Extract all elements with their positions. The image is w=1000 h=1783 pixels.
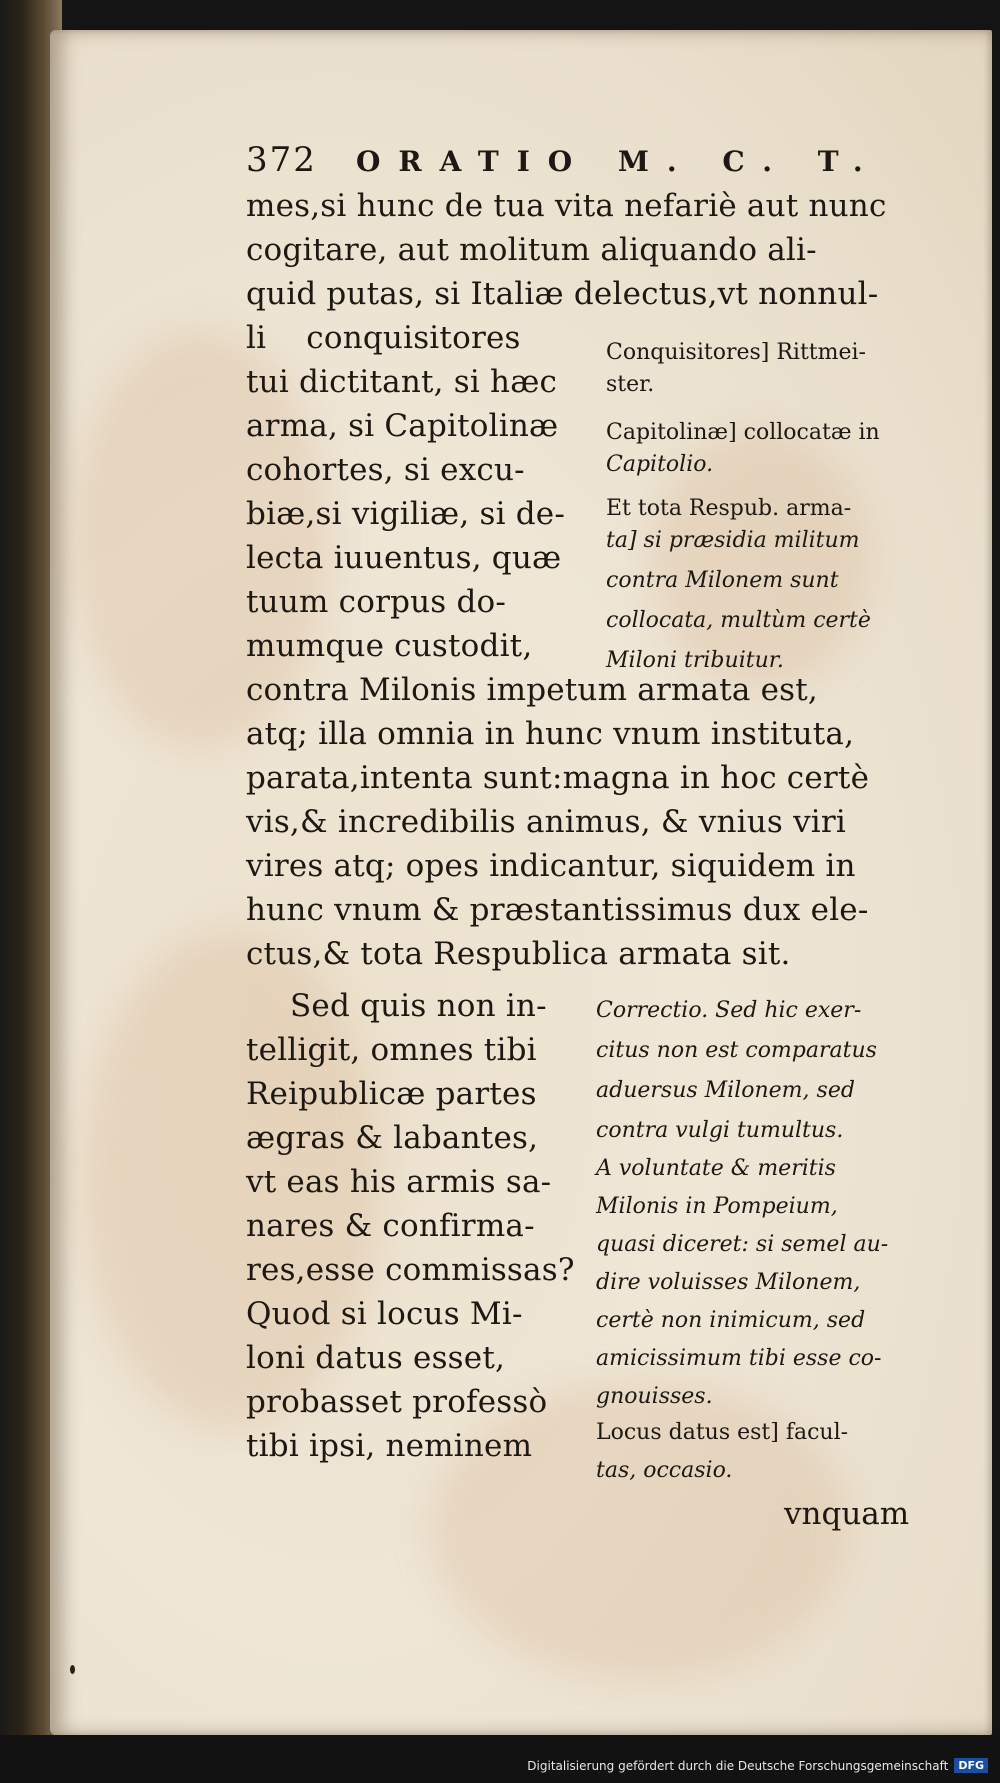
text-line: Sed quis non in- xyxy=(290,988,547,1024)
text-line: ægras & labantes, xyxy=(246,1120,539,1156)
text-line: arma, si Capitolinæ xyxy=(246,408,559,444)
text-line: quid putas, si Italiæ delectus,vt nonnul- xyxy=(246,276,879,312)
text-line: tuum corpus do- xyxy=(246,584,507,620)
digitization-credit xyxy=(527,1758,988,1773)
marginal-note: Correctio. Sed hic exer- xyxy=(596,998,862,1023)
marginal-note: tas, occasio. xyxy=(596,1458,733,1483)
marginal-note: ta] si præsidia militum xyxy=(606,528,860,553)
text-line: li conquisitores xyxy=(246,320,521,356)
text-line: lecta iuuentus, quæ xyxy=(246,540,562,576)
text-line: res,esse commissas? xyxy=(246,1252,575,1288)
text-line: Quod si locus Mi- xyxy=(246,1296,523,1332)
marginal-note: Conquisitores] Rittmei- xyxy=(606,340,866,365)
dfg-logo: DFG xyxy=(954,1758,988,1773)
marginal-note: amicissimum tibi esse co- xyxy=(596,1346,882,1371)
marginal-note: gnouisses. xyxy=(596,1384,713,1409)
text-line: ctus,& tota Respublica armata sit. xyxy=(246,936,791,972)
text-line: tibi ipsi, neminem xyxy=(246,1428,533,1464)
marginal-note: Capitolio. xyxy=(606,452,714,477)
marginal-note: A voluntate & meritis xyxy=(596,1156,836,1181)
marginal-note: aduersus Milonem, sed xyxy=(596,1078,855,1103)
text-line: parata,intenta sunt:magna in hoc certè xyxy=(246,760,870,796)
text-line: telligit, omnes tibi xyxy=(246,1032,537,1068)
catchword: vnquam xyxy=(784,1496,910,1532)
text-line: cohortes, si excu- xyxy=(246,452,525,488)
text-line: loni datus esset, xyxy=(246,1340,506,1376)
text-line: probasset professò xyxy=(246,1384,548,1420)
text-line: cogitare, aut molitum aliquando ali- xyxy=(246,232,817,268)
ink-spot xyxy=(70,1665,75,1674)
marginal-note: collocata, multùm certè xyxy=(606,608,871,633)
marginal-note: ster. xyxy=(606,372,655,397)
marginal-note: Et tota Respub. arma- xyxy=(606,496,852,521)
marginal-note: contra Milonem sunt xyxy=(606,568,839,593)
running-title: ORATIO M. C. T. xyxy=(356,145,881,178)
page-number: 372 xyxy=(246,140,317,180)
text-line: vis,& incredibilis animus, & vnius viri xyxy=(246,804,847,840)
text-line: tui dictitant, si hæc xyxy=(246,364,558,400)
running-head xyxy=(246,140,886,180)
marginal-note: citus non est comparatus xyxy=(596,1038,877,1063)
text-line: atq; illa omnia in hunc vnum instituta, xyxy=(246,716,855,752)
marginal-note: contra vulgi tumultus. xyxy=(596,1118,844,1143)
marginal-note: certè non inimicum, sed xyxy=(596,1308,866,1333)
text-line: nares & confirma- xyxy=(246,1208,535,1244)
text-line: biæ,si vigiliæ, si de- xyxy=(246,496,566,532)
text-line: hunc vnum & præstantissimus dux ele- xyxy=(246,892,869,928)
marginal-note: Locus datus est] facul- xyxy=(596,1420,849,1445)
credit-text: Digitalisierung gefördert durch die Deutsche Forschungsgemeinschaft xyxy=(527,1758,949,1773)
marginal-note: Capitolinæ] collocatæ in xyxy=(606,420,880,445)
marginal-note: quasi diceret: si semel au- xyxy=(596,1232,889,1257)
text-line: mes,si hunc de tua vita nefariè aut nunc xyxy=(246,188,887,224)
text-line: mumque custodit, xyxy=(246,628,533,664)
text-line: vt eas his armis sa- xyxy=(246,1164,552,1200)
text-line: vires atq; opes indicantur, siquidem in xyxy=(246,848,856,884)
text-line: Reipublicæ partes xyxy=(246,1076,537,1112)
marginal-note: dire voluisses Milonem, xyxy=(596,1270,861,1295)
marginal-note: Milonis in Pompeium, xyxy=(596,1194,838,1219)
marginal-note: Miloni tribuitur. xyxy=(606,648,784,673)
scan-footer-bar xyxy=(0,1735,1000,1783)
text-line: contra Milonis impetum armata est, xyxy=(246,672,818,708)
